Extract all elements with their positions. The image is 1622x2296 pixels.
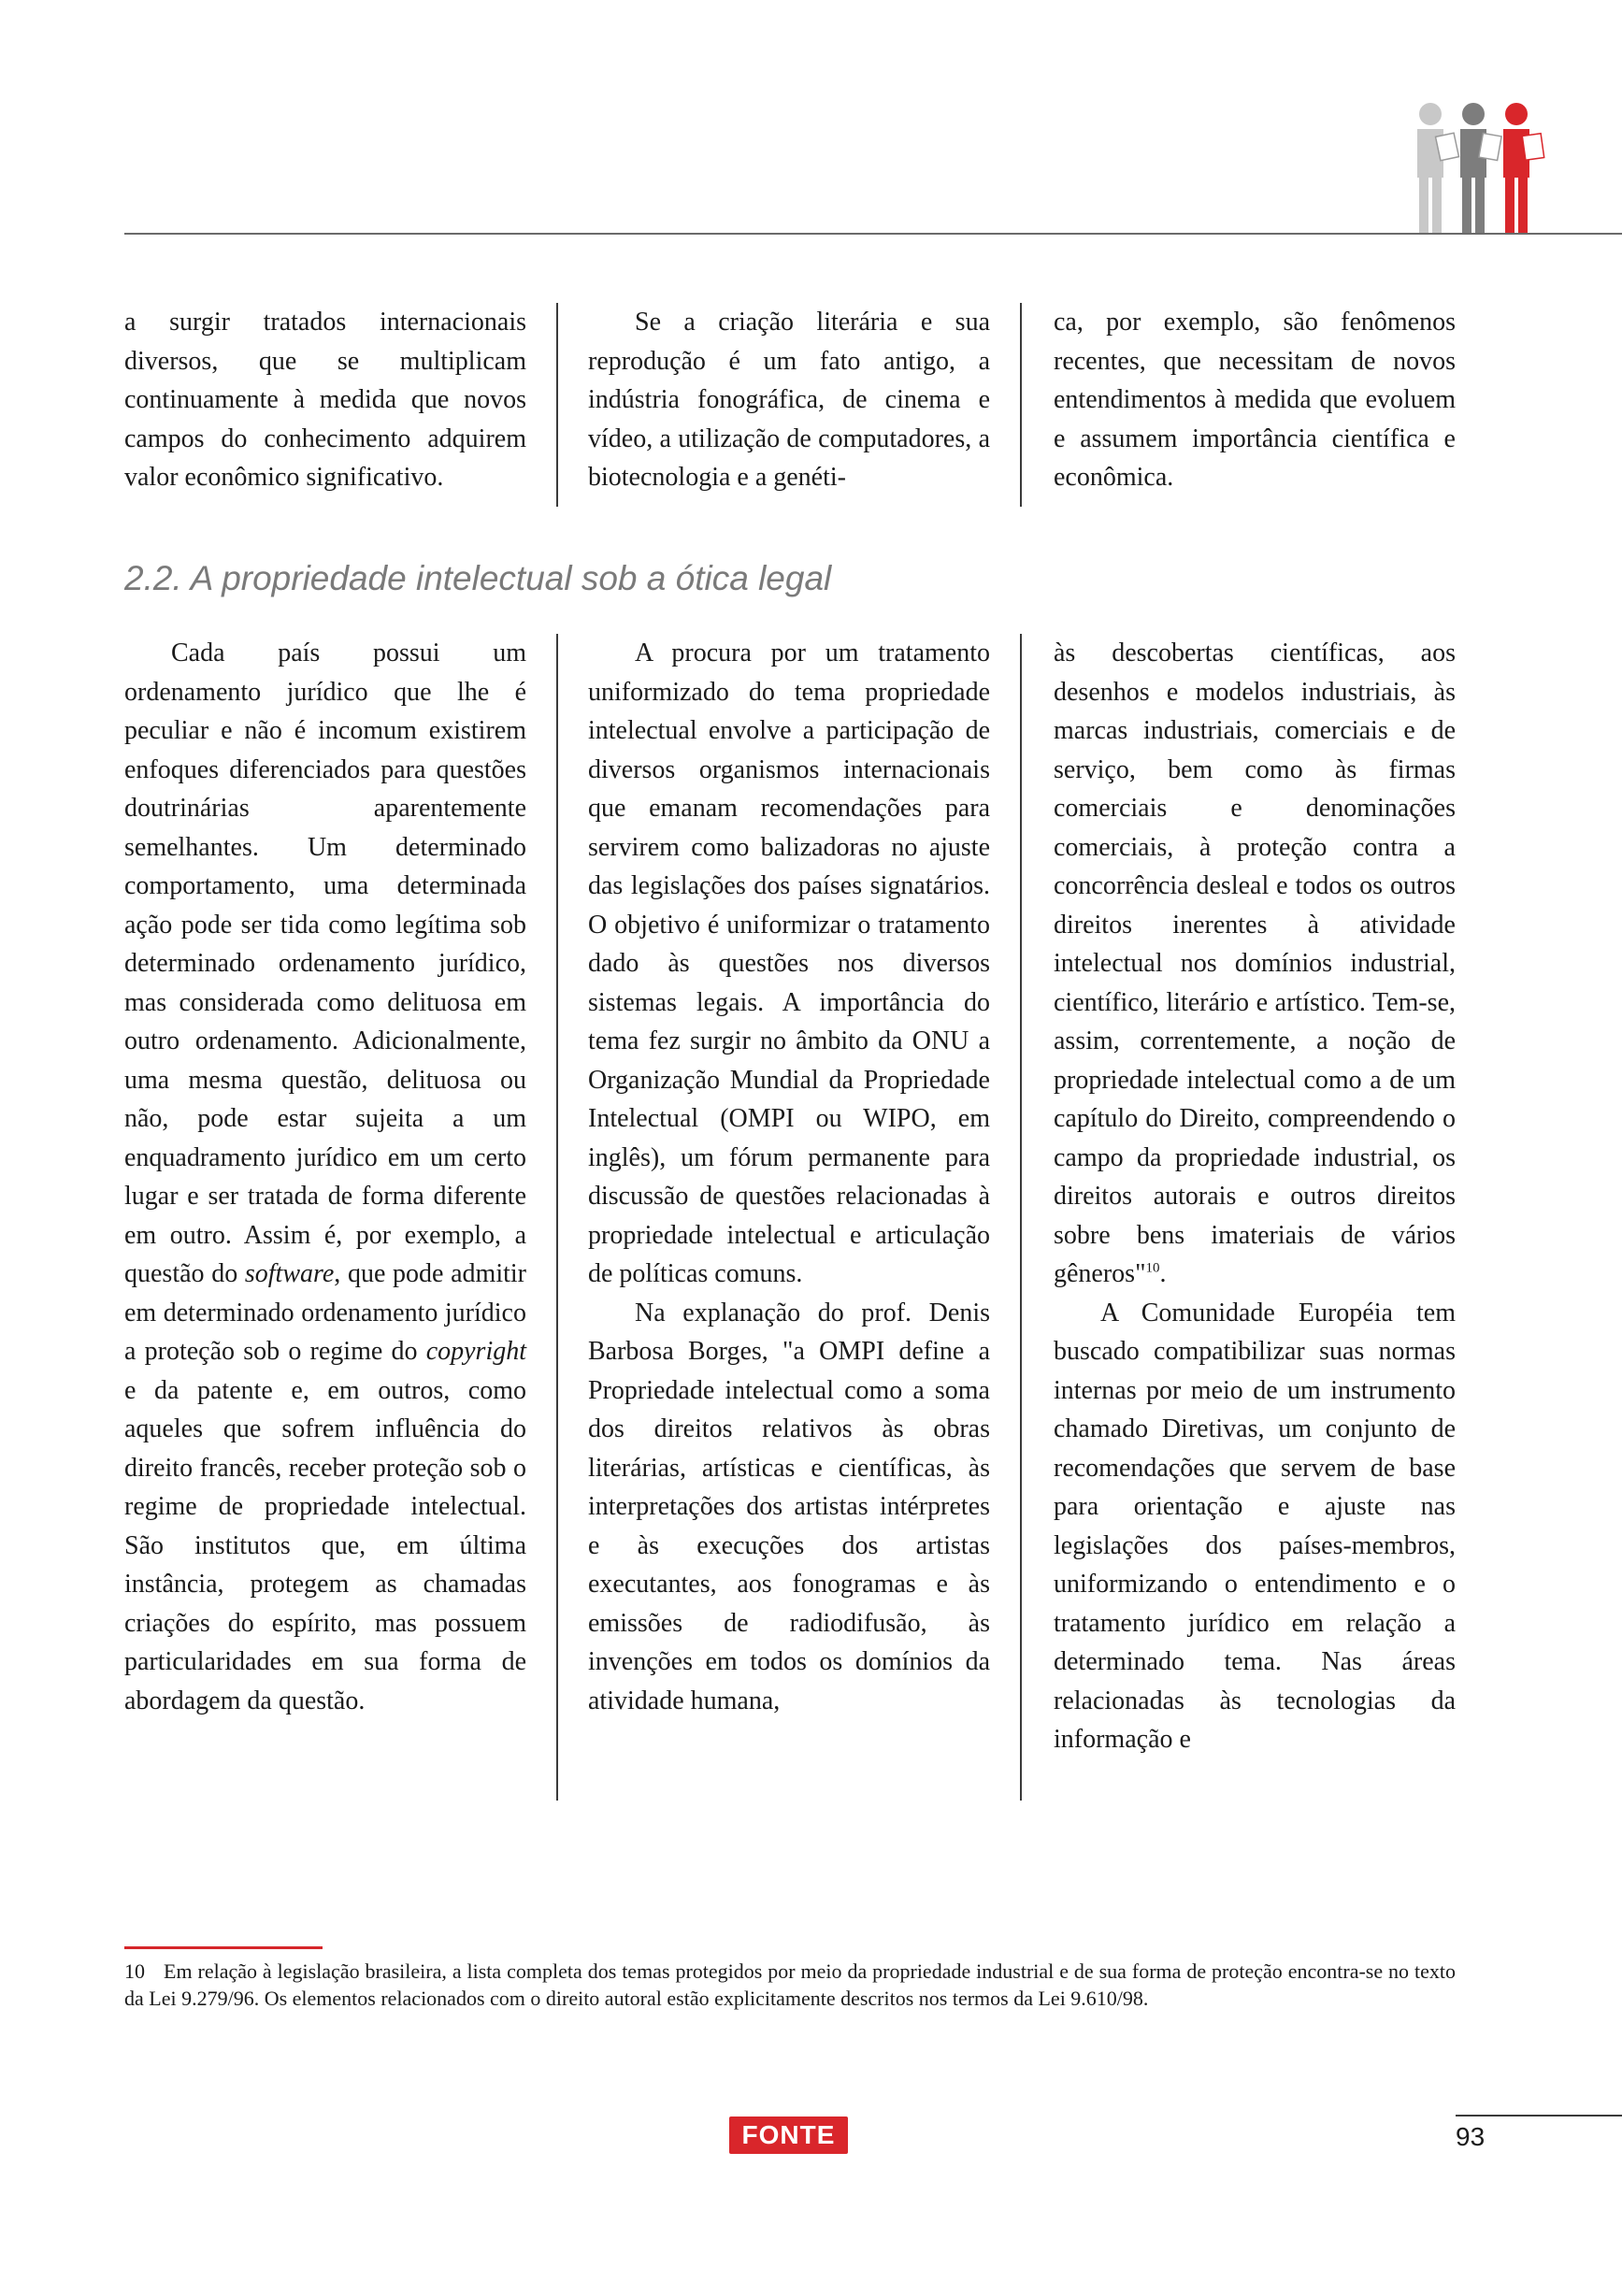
paragraph: A Comunidade Européia tem buscado compatibilizar suas normas internas por meio de um instrumento chamado Diretivas, um conjunto de recomendações que servem de base para orientação e ajuste nas legislações dos países-membros, uniformizando o entendimento e o tratamento jurídico em relação a determinado tema. Nas áreas relacionadas às tecnologias da informação e [1054, 1298, 1456, 1754]
paragraph [1054, 634, 1456, 1294]
page-number: 93 [1456, 2122, 1486, 2151]
fonte-badge: FONTE [729, 2117, 848, 2154]
people-figures-logo-icon [1410, 101, 1550, 234]
paragraph [124, 634, 526, 1720]
paragraph: ca, por exemplo, são fenômenos recentes, que necessitam de novos entendimentos à medida que evoluem e assumem importância científica e econômica. [1054, 308, 1456, 492]
footnote-text: Em relação à legislação brasileira, a lista completa dos temas protegidos por meio da propriedade industrial e de sua forma de proteção encontra-se no texto da Lei 9.279/96. Os elementos relacionados com o direito autoral estão explicitamente descritos nos termos da Lei 9.610/98. [124, 1959, 1456, 2010]
italic-term: software [244, 1259, 335, 1288]
footnote [124, 1958, 1456, 2012]
footnote-rule [124, 1946, 323, 1949]
main-text-columns [124, 634, 1457, 1801]
main-column-3 [1022, 634, 1456, 1801]
top-column-3 [1022, 303, 1456, 507]
section-title: 2.2. A propriedade intelectual sob a ótica legal [124, 559, 832, 597]
text-run: às descobertas científicas, aos desenhos e modelos industriais, às marcas industriais, comerciais e de serviço, bem como às firmas comerciais e denominações comerciais, à proteção contra a concorrência desleal e todos os outros direitos inerentes à atividade intelectual nos domínios industrial, científico, literário e artístico. Tem-se, assim, correntemente, a noção de propriedade intelectual como a de um capítulo do Direito, compreendendo o campo da propriedade industrial, os direitos autorais e outros direitos sobre bens imateriais de vários gêneros" [1054, 639, 1456, 1288]
main-column-2 [558, 634, 1022, 1801]
paragraph: a surgir tratados internacionais diversos, que se multiplicam continuamente à medida que novos campos do conhecimento adquirem valor econômico significativo. [124, 308, 526, 492]
top-text-columns [124, 303, 1457, 507]
paragraph: Se a criação literária e sua reprodução é um fato antigo, a indústria fonográfica, de cinema e vídeo, a utilização de computadores, a biotecnologia e a genéti- [588, 308, 990, 492]
footnote-number: 10 [124, 1959, 145, 1983]
text-run: . [1159, 1259, 1167, 1288]
paragraph: Na explanação do prof. Denis Barbosa Borges, "a OMPI define a Propriedade intelectual como a soma dos direitos relativos às obras literárias, artísticas e científicas, às interpretações dos artistas intérpretes e às execuções dos artistas executantes, aos fonogramas e às emissões de radiodifusão, às invenções em todos os domínios da atividade humana, [588, 1298, 990, 1715]
text-run: , que pode admitir em determinado ordenamento jurídico a proteção sob o regime do [124, 1259, 526, 1366]
top-column-1 [124, 303, 558, 507]
header-rule [124, 233, 1622, 235]
italic-term: copyright [425, 1337, 526, 1366]
paragraph: A procura por um tratamento uniformizado do tema propriedade intelectual envolve a participação de diversos organismos internacionais que emanam recomendações para servirem como balizadoras no ajuste das legislações dos países signatários. O objetivo é uniformizar o tratamento dado às questões nos diversos sistemas legais. A importância do tema fez surgir no âmbito da ONU a Organização Mundial da Propriedade Intelectual (OMPI ou WIPO, em inglês), um fórum permanente para discussão de questões relacionadas à propriedade intelectual e articulação de políticas comuns. [588, 639, 990, 1288]
top-column-2 [558, 303, 1022, 507]
text-run: e da patente e, em outros, como aqueles que sofrem influência do direito francês, receber proteção sob o regime de propriedade intelectual. São institutos que, em última instância, protegem as chamadas criações do espírito, mas possuem particularidades em sua forma de abordagem da questão. [124, 1375, 526, 1715]
main-column-1 [124, 634, 558, 1801]
page-number-rule [1456, 2115, 1622, 2117]
text-run: Cada país possui um ordenamento jurídico que lhe é peculiar e não é incomum existirem enfoques diferenciados para questões doutrinárias aparentemente semelhantes. Um determinado comportamento, uma determinada ação pode ser tida como legítima sob determinado ordenamento jurídico, mas considerada como delituosa em outro ordenamento. Adicionalmente, uma mesma questão, delituosa ou não, pode estar sujeita a um enquadramento jurídico em um certo lugar e ser tratada de forma diferente em outro. Assim é, por exemplo, a questão do [124, 639, 526, 1288]
footnote-reference[interactable]: 10 [1145, 1260, 1160, 1276]
